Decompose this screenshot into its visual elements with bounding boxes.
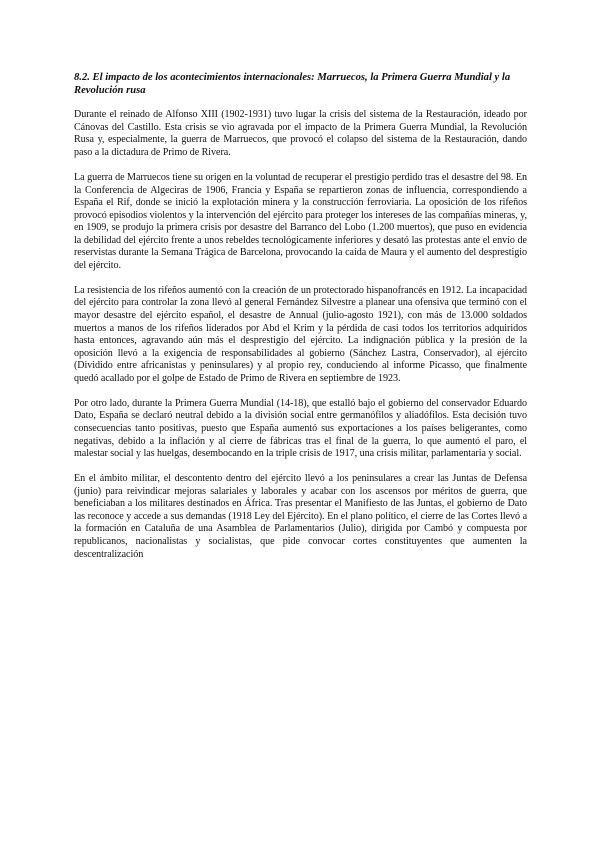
paragraph-guerra-marruecos: La guerra de Marruecos tiene su origen en la voluntad de recuperar el prestigio perdido tras el desastre del 98. En la Conferencia de Algeciras de 1906, Francia y España se repartieron zonas de influencia, correspondiendo a España el Rif, donde se inició la explotación minera y la construcción ferroviaria. La oposición de los rifeños provocó episodios violentos y la intervención del ejército para proteger los intereses de las compañías mineras, y, en 1909, se produjo la primera crisis por desastre del Barranco del Lobo (1.200 muertos), que puso en evidencia la debilidad del ejército frente a unos rebeldes tecnológicamente inferiores y desató las protestas ante el envío de reservistas durante la Semana Trágica de Barcelona, provocando la caída de Maura y el aumento del desprestigio del ejército.	[74, 171, 527, 271]
paragraph-primera-guerra-mundial: Por otro lado, durante la Primera Guerra Mundial (14-18), que estalló bajo el gobierno del conservador Eduardo Dato, España se declaró neutral debido a la división social entre germanófilos y aliadófilos. Esta decisión tuvo consecuencias tanto positivas, puesto que España aumentó sus exportaciones a los países beligerantes, como negativas, debido a la inflación y al cierre de fábricas tras el final de la guerra, lo que aumentó el paro, el malestar social y las huelgas, desembocando en la triple crisis de 1917, una crisis militar, parlamentaria y social.	[74, 397, 527, 460]
paragraph-restauracion-crisis: Durante el reinado de Alfonso XIII (1902-1931) tuvo lugar la crisis del sistema de la Restauración, ideado por Cánovas del Castillo. Esta crisis se vio agravada por el impacto de la Primera Guerra Mundial, la Revolución Rusa y, especialmente, la guerra de Marruecos, que provocó el colapso del sistema de la Restauración, dando paso a la dictadura de Primo de Rivera.	[74, 109, 527, 158]
document-page	[74, 72, 527, 561]
section-heading: 8.2. El impacto de los acontecimientos internacionales: Marruecos, la Primera Guerra Mundial y la Revolución rusa	[74, 72, 511, 96]
paragraph-ambito-militar: En el ámbito militar, el descontento dentro del ejército llevó a los peninsulares a crear las Juntas de Defensa (junio) para reivindicar mejoras salariales y laborales y acabar con los ascensos por méritos de guerra, que beneficiaban a los militares destinados en África. Tras presentar el Manifiesto de las Juntas, el gobierno de Dato las reconoce y accede a sus demandas (1918 Ley del Ejército). En el plano político, el cierre de las Cortes llevó a la formación en Cataluña de una Asamblea de Parlamentarios (Julio), dirigida por Cambó y compuesta por republicanos, nacionalistas y socialistas, que pide convocar cortes constituyentes que aumenten la descentralización	[74, 473, 527, 560]
paragraph-rifenos-annual: La resistencia de los rifeños aumentó con la creación de un protectorado hispanofrancés en 1912. La incapacidad del ejército para controlar la zona llevó al general Fernández Silvestre a planear una ofensiva que terminó con el mayor desastre del ejército español, el desastre de Annual (julio-agosto 1921), con más de 13.000 soldados muertos a manos de los rifeños liderados por Abd el Krim y la pérdida de casi todos los territorios adquiridos hasta entonces, agravando aún más el desprestigio del ejército. La indignación pública y la presión de la oposición llevó a la exigencia de responsabilidades al gobierno (Sánchez Lastra, Conservador), al ejército (Dividido entre africanistas y peninsulares) y al propio rey, conduciendo al informe Picasso, que finalmente quedó acallado por el golpe de Estado de Primo de Rivera en septiembre de 1923.	[74, 284, 527, 384]
